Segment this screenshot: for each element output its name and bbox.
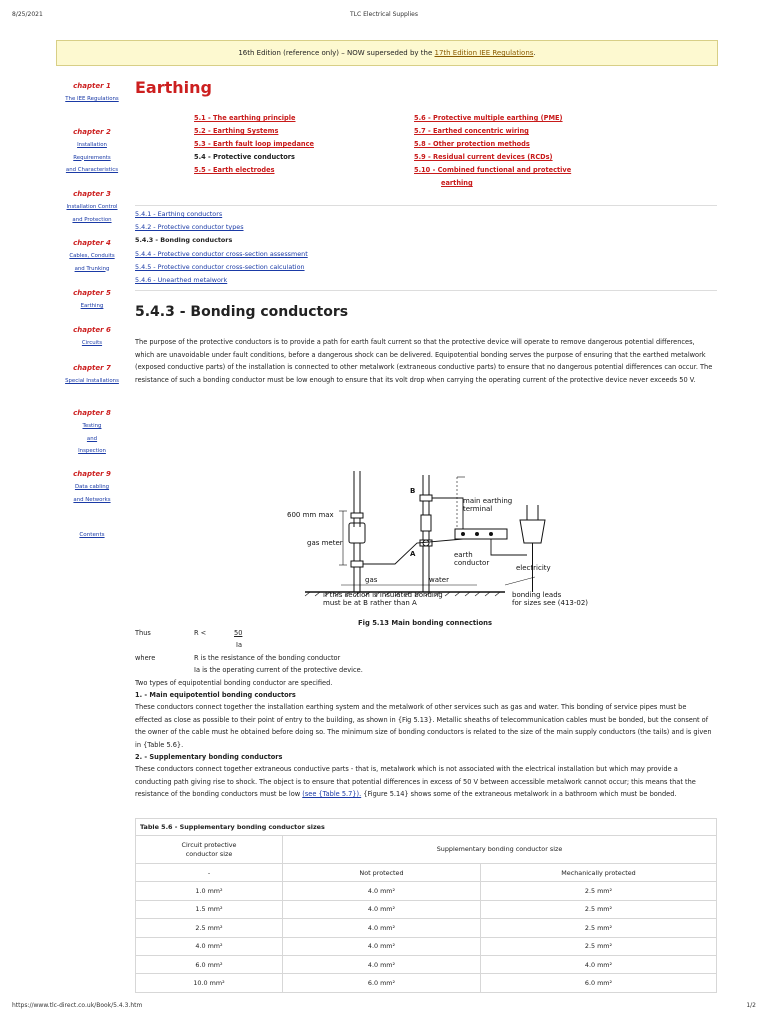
table-row (136, 900, 717, 918)
table-header-cell: Supplementary bonding conductor size (283, 836, 717, 864)
earth-cond-label-2: conductor (454, 559, 490, 567)
table-cell: 4.0 mm² (283, 919, 481, 937)
print-header (12, 11, 756, 21)
nav-chapter-6[interactable] (56, 326, 128, 350)
nav-chapter-5[interactable] (56, 289, 128, 313)
chapter-link[interactable]: Inspection (78, 448, 106, 454)
print-title: TLC Electrical Supplies (350, 11, 418, 18)
toc-link-5-3[interactable]: 5.3 - Earth fault loop impedance (194, 140, 314, 148)
table-cell: 4.0 mm² (283, 900, 481, 918)
table-cell: 6.0 mm² (481, 974, 717, 992)
table-subheader-cell: Not protected (283, 864, 481, 882)
bonding-sizes-table (135, 818, 717, 993)
label-b: B (410, 487, 416, 495)
table-cell: 4.0 mm² (283, 955, 481, 973)
formula-thus: Thus (135, 629, 151, 637)
chapter-link[interactable]: Earthing (80, 303, 104, 309)
print-date: 8/25/2021 (12, 11, 43, 18)
table-row (136, 974, 717, 992)
table-subheader-cell: Mechanically protected (481, 864, 717, 882)
table-row (136, 955, 717, 973)
chapter-heading: chapter 4 (73, 239, 111, 247)
section-title: 5.4.3 - Bonding conductors (135, 304, 349, 320)
subtoc-link-5-4-2[interactable]: 5.4.2 - Protective conductor types (135, 223, 244, 232)
subtoc-current-5-4-3: 5.4.3 - Bonding conductors (135, 236, 233, 245)
table-cell: 2.5 mm² (136, 919, 283, 937)
see-table-link[interactable]: (see {Table 5.7}). (302, 790, 362, 799)
subtoc-link-5-4-6[interactable]: 5.4.6 - Unearthed metalwork (135, 276, 228, 285)
subtoc-link-5-4-5[interactable]: 5.4.5 - Protective conductor cross-section calculation (135, 262, 305, 271)
chapter-link[interactable]: Testing (82, 423, 102, 429)
electricity-label: electricity (516, 564, 551, 572)
subtoc-link-5-4-1[interactable]: 5.4.1 - Earthing conductors (135, 210, 223, 218)
resistance-formula (135, 627, 715, 679)
nav-chapter-1[interactable] (56, 82, 128, 106)
table-header-cell (136, 836, 283, 864)
two-types-text: Two types of equipotential bonding conductor are specified. (135, 679, 333, 687)
divider (135, 290, 717, 291)
formula-def-r: R is the resistance of the bonding conductor (194, 654, 341, 662)
chapter-heading: chapter 1 (73, 82, 111, 90)
contents-link[interactable]: Contents (79, 532, 105, 538)
toc-link-5-9[interactable]: 5.9 - Residual current devices (RCDs) (414, 153, 553, 161)
banner-link[interactable]: 17th Edition IEE Regulations (434, 49, 534, 57)
intro-paragraph: The purpose of the protective conductors is to provide a path for earth fault current so that the protective device will operate to remove dangerous potential differences, which are unavoidable under fault conditions, before a dangerous shock can be delivered. Equipotential bonding serves the purpose of ensuring that the earthed metalwork (exposed conductive parts) of the installation is connected to other metalwork (extraneous conductive parts) to ensure that no dangerous potential differences can occur. The resistance of such a bonding conductor must be low enough to ensure that its volt drop when carrying the operating current of the protective device never exceeds 50 V. (135, 338, 713, 385)
chapter-heading: chapter 8 (73, 409, 111, 417)
formula-numerator: 50 (234, 629, 243, 637)
toc-link-5-10-cont[interactable]: earthing (441, 179, 473, 187)
nav-chapter-3[interactable] (56, 190, 128, 226)
toc-link-5-8[interactable]: 5.8 - Other protection methods (414, 140, 530, 148)
chapter-heading: chapter 2 (73, 128, 111, 136)
chapter-link[interactable]: Cables, Conduits (69, 253, 115, 259)
supp-bonding-paragraph (135, 763, 715, 801)
nav-chapter-8[interactable] (56, 409, 128, 458)
chapter-link[interactable]: Special Installations (65, 378, 119, 384)
nav-chapter-4[interactable] (56, 239, 128, 275)
table-cell: 1.5 mm² (136, 900, 283, 918)
table-cell: 4.0 mm² (283, 937, 481, 955)
nav-chapter-7[interactable] (56, 364, 128, 388)
toc-link-5-5[interactable]: 5.5 - Earth electrodes (194, 166, 275, 174)
note-label-1: if this section is insulated bonding (323, 591, 443, 599)
chapter-link[interactable]: The IEE Regulations (65, 96, 119, 102)
main-bonding-heading: 1. - Main equipotentiol bonding conductors (135, 691, 296, 699)
toc-link-5-6[interactable]: 5.6 - Protective multiple earthing (PME) (414, 114, 563, 122)
terminal-label-2: terminal (463, 505, 493, 513)
table-cell: 10.0 mm² (136, 974, 283, 992)
terminal-label-1: main earthing (463, 497, 513, 505)
banner-end: . (533, 49, 536, 57)
toc-link-5-1[interactable]: 5.1 - The earthing principle (194, 114, 296, 122)
gas-label: gas (365, 576, 378, 584)
chapter-heading: chapter 3 (73, 190, 111, 198)
chapter-link[interactable]: Installation Control (66, 204, 118, 210)
chapter-link[interactable]: and Characteristics (65, 167, 119, 173)
nav-chapter-2[interactable] (56, 128, 128, 177)
formula-def-ia: Ia is the operating current of the protective device. (194, 666, 363, 674)
divider (135, 205, 717, 206)
table-cell: 2.5 mm² (481, 937, 717, 955)
note-label-2: must be at B rather than A (323, 599, 417, 607)
leads-label-1: bonding leads (512, 591, 562, 599)
leads-label-2: for sizes see (413-02) (512, 599, 589, 607)
header-a-2: conductor size (185, 849, 233, 858)
section-toc (135, 208, 308, 287)
gas-meter-label: gas meter (307, 539, 343, 547)
supp-text-2: {Figure 5.14} shows some of the extraneous metalwork in a bathroom which must be bonded. (361, 790, 677, 799)
chapter-heading: chapter 7 (73, 364, 111, 372)
toc-link-5-2[interactable]: 5.2 - Earthing Systems (194, 127, 279, 135)
chapter-link[interactable]: Data cabling (74, 484, 110, 490)
max-label: 600 mm max (287, 511, 334, 519)
chapter-heading: chapter 9 (73, 470, 111, 478)
table-row (136, 882, 717, 900)
chapter-link[interactable]: and Networks (73, 496, 111, 503)
table-subheader-cell: - (136, 864, 283, 882)
table-cell: 4.0 mm² (136, 937, 283, 955)
formula-denominator: Ia (236, 641, 242, 649)
table-cell: 2.5 mm² (481, 919, 717, 937)
chapter-link[interactable]: and (86, 435, 98, 442)
label-a: A (410, 550, 416, 558)
formula-r: R < (194, 629, 207, 637)
supp-bonding-heading: 2. - Supplementary bonding conductors (135, 753, 283, 761)
table-caption: Table 5.6 - Supplementary bonding conductor sizes (136, 819, 717, 836)
toc-link-5-10[interactable]: 5.10 - Combined functional and protective (414, 166, 572, 174)
chapter-heading: chapter 6 (73, 326, 111, 334)
toc-current-5-4: 5.4 - Protective conductors (194, 153, 295, 161)
table-row (136, 919, 717, 937)
earth-cond-label-1: earth (454, 551, 473, 559)
subtoc-link-5-4-4[interactable]: 5.4.4 - Protective conductor cross-section assessment (135, 249, 308, 258)
header-a-1: Circuit protective (181, 840, 237, 849)
chapter-link[interactable]: Installation (77, 142, 107, 148)
table-cell: 2.5 mm² (481, 882, 717, 900)
table-cell: 2.5 mm² (481, 900, 717, 918)
table-row (136, 937, 717, 955)
main-bonding-paragraph: These conductors connect together the installation earthing system and the metalwork of other services such as gas and water. This bonding of service pipes must be effected as close as possible to their point of entry to the building, as shown in {Fig 5.13}. Metallic sheaths of telecommunication cables must be bonded, but the consent of the owner of the cable must he obtained before doing so. The minimum size of bonding conductors is related to the size of the main supply conductors (the tails) and is given in {Table 5.6}. (135, 703, 712, 750)
page-title: Earthing (135, 78, 212, 97)
banner-text: 16th Edition (reference only) – NOW superseded by the (238, 49, 435, 57)
water-label: water (429, 576, 449, 584)
chapter-heading: chapter 5 (73, 289, 111, 297)
supp-text-1: These conductors connect together extraneous conductive parts - that is, metalwork which is not associated with the electrical installation but which may provide a conducting path giving rise to shock. The object is to ensure that potential differences in excess of 50 V between accessible metalwork cannot occur; this means that the resistance of the bonding conductors must be low (135, 765, 696, 799)
main-bonding-diagram (265, 465, 605, 617)
table-cell: 1.0 mm² (136, 882, 283, 900)
table-cell: 4.0 mm² (283, 882, 481, 900)
print-page-number: 1/2 (746, 1002, 756, 1009)
chapter-link[interactable]: Circuits (81, 340, 103, 346)
edition-banner (56, 40, 718, 66)
chapter-link[interactable]: Requirements (73, 154, 111, 161)
table-cell: 6.0 mm² (283, 974, 481, 992)
table-cell: 4.0 mm² (481, 955, 717, 973)
print-footer (12, 1002, 756, 1012)
print-url: https://www.tlc-direct.co.uk/Book/5.4.3.htm (12, 1002, 143, 1009)
chapter-link[interactable]: and Trunking (74, 265, 110, 272)
toc-link-5-7[interactable]: 5.7 - Earthed concentric wiring (414, 127, 529, 135)
figure-caption: Fig 5.13 Main bonding connections (357, 619, 492, 627)
nav-chapter-9[interactable] (56, 470, 128, 506)
formula-where: where (135, 654, 156, 662)
table-cell: 6.0 mm² (136, 955, 283, 973)
chapter-link[interactable]: and Protection (72, 216, 112, 223)
